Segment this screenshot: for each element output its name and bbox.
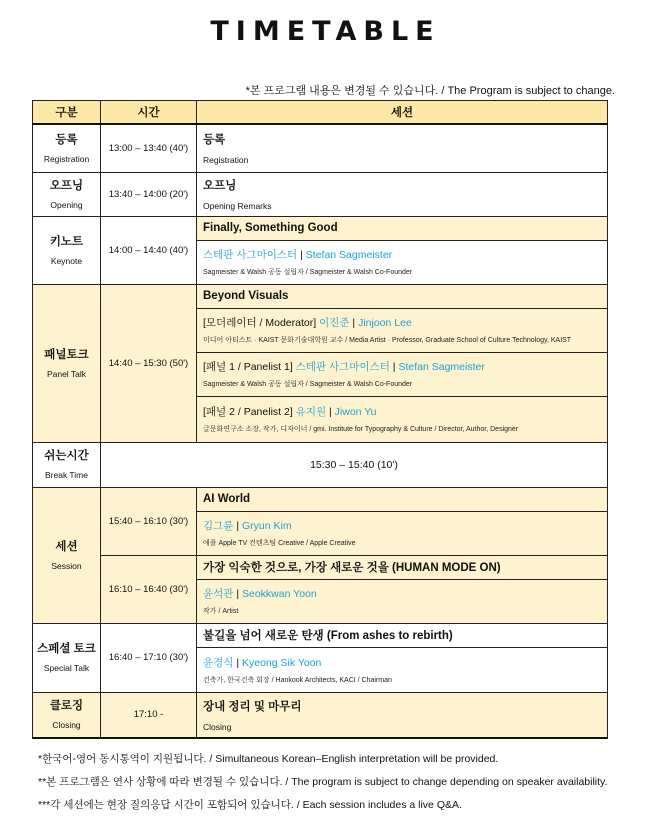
speaker-name-en: Jiwon Yu xyxy=(334,406,377,418)
category-ko: 오프닝 xyxy=(49,179,84,192)
speaker-affiliation: Sagmeister & Walsh 공동 설립자 / Sagmeister & Walsh Co-Founder xyxy=(203,269,413,276)
break-time: 15:30 – 15:40 (10') xyxy=(101,442,608,487)
session-title: Beyond Visuals xyxy=(203,290,289,302)
speaker-name-en: Seokkwan Yoon xyxy=(242,588,317,600)
speaker-line xyxy=(203,315,601,330)
category-en: Opening xyxy=(50,199,83,210)
category-en: Keynote xyxy=(50,255,83,266)
header-category: 구분 xyxy=(33,101,101,125)
table-row-closing xyxy=(33,692,608,738)
session-subtitle: Registration xyxy=(203,155,249,166)
name-separator: | xyxy=(233,588,242,600)
speaker-name-ko: 스테판 사그마이스터 xyxy=(203,249,298,261)
time-cell: 13:40 – 14:00 (20') xyxy=(101,172,197,216)
name-separator: | xyxy=(297,249,306,261)
header-session: 세션 xyxy=(197,101,608,125)
category-en: Closing xyxy=(52,720,81,731)
speaker-line xyxy=(203,518,601,533)
category-en: Session xyxy=(51,560,82,571)
speaker-name-ko: 윤경식 xyxy=(203,656,234,669)
speaker-affiliation: 미디어 아티스트 · KAIST 문화기술대학원 교수 / Media Artist · Professor, Graduate School of Culture Technology, KAIST xyxy=(203,337,572,344)
table-header-row xyxy=(33,101,608,125)
footnote-1: *한국어-영어 동시통역이 지원됩니다. / Simultaneous Korean–English interpretation will be provided. xyxy=(38,753,499,765)
speaker-affiliation: 작가 / Artist xyxy=(203,608,239,615)
table-row-special xyxy=(33,623,608,647)
table-row-opening xyxy=(33,172,608,216)
table-row-session-2 xyxy=(33,555,608,579)
page-title: TIMETABLE xyxy=(210,16,441,47)
time-cell: 15:40 – 16:10 (30') xyxy=(101,487,197,555)
category-ko: 스페셜 토크 xyxy=(37,643,96,655)
speaker-name-ko: 유지원 xyxy=(295,406,327,418)
speaker-name-ko: 김그륜 xyxy=(203,520,234,532)
table-row-registration xyxy=(33,124,608,172)
name-separator: | xyxy=(349,317,359,329)
session-title: 오프닝 xyxy=(203,180,237,192)
speaker-line xyxy=(203,655,601,670)
speaker-name-en: Gryun Kim xyxy=(242,520,292,532)
time-cell: 16:40 – 17:10 (30') xyxy=(101,623,197,692)
timetable xyxy=(32,100,608,739)
speaker-name-ko: 윤석관 xyxy=(203,588,234,600)
table-row-keynote xyxy=(33,216,608,240)
speaker-name-en: Stefan Sagmeister xyxy=(398,361,485,373)
speaker-name-en: Stefan Sagmeister xyxy=(305,249,393,261)
footnote-2: **본 프로그램은 연사 상황에 따라 변경될 수 있습니다. / The program is subject to change depending on speaker availability. xyxy=(38,776,608,788)
speaker-role: [패널 1 / Panelist 1] xyxy=(203,361,293,373)
speaker-line xyxy=(203,359,601,374)
session-subtitle: Opening Remarks xyxy=(203,201,272,211)
speaker-role: [패널 2 / Panelist 2] xyxy=(203,406,293,418)
speaker-name-en: Jinjoon Lee xyxy=(358,317,412,329)
speaker-line xyxy=(203,586,601,601)
speaker-role: [모더레이터 / Moderator] xyxy=(203,317,317,329)
speaker-affiliation: 애플 Apple TV 컨텐츠팀 Creative / Apple Creative xyxy=(203,540,356,547)
header-time: 시간 xyxy=(101,101,197,125)
session-title: 불길을 넘어 새로운 탄생 (From ashes to rebirth) xyxy=(203,630,453,642)
speaker-line xyxy=(203,247,601,262)
session-title: 장내 정리 및 마무리 xyxy=(203,700,302,713)
category-ko: 쉬는시간 xyxy=(44,450,89,462)
category-ko: 세션 xyxy=(55,540,78,553)
speaker-affiliation: 건축가, 한국건축 회장 / Hankook Architects, KACI / Chairman xyxy=(203,676,392,684)
category-ko: 등록 xyxy=(55,133,78,146)
time-cell: 14:00 – 14:40 (40') xyxy=(101,216,197,284)
session-title: AI World xyxy=(203,493,251,505)
change-notice: *본 프로그램 내용은 변경될 수 있습니다. / The Program is subject to change. xyxy=(245,85,615,97)
time-cell: 13:00 – 13:40 (40') xyxy=(101,124,197,172)
category-en: Break Time xyxy=(45,470,88,480)
category-ko: 키노트 xyxy=(49,235,84,248)
time-cell: 17:10 - xyxy=(101,692,197,738)
category-en: Panel Talk xyxy=(46,368,87,379)
category-ko: 패널토크 xyxy=(44,348,89,361)
table-row-break xyxy=(33,442,608,487)
category-ko: 클로징 xyxy=(49,700,84,713)
name-separator: | xyxy=(326,406,335,418)
name-separator: | xyxy=(233,656,242,669)
footnote-3: ***각 세션에는 현장 질의응답 시간이 포함되어 있습니다. / Each session includes a live Q&A. xyxy=(38,799,462,811)
session-subtitle: Closing xyxy=(203,721,232,732)
speaker-affiliation: 글문화연구소 소장, 작가, 디자이너 / gmi. Institute for Typography & Culture / Director, Author, Designer xyxy=(203,426,519,433)
speaker-name-en: Kyeong Sik Yoon xyxy=(242,656,322,669)
name-separator: | xyxy=(389,361,399,373)
speaker-line xyxy=(203,404,601,419)
speaker-affiliation: Sagmeister & Walsh 공동 설립자 / Sagmeister & Walsh Co-Founder xyxy=(203,381,413,388)
category-en: Special Talk xyxy=(43,663,90,673)
speaker-name-ko: 스테판 사그마이스터 xyxy=(295,361,390,373)
table-row-session-1 xyxy=(33,487,608,511)
speaker-name-ko: 이진준 xyxy=(319,317,350,329)
time-cell: 16:10 – 16:40 (30') xyxy=(101,555,197,623)
category-en: Registration xyxy=(43,153,90,164)
session-title: Finally, Something Good xyxy=(203,222,338,234)
table-row-panel xyxy=(33,284,608,308)
name-separator: | xyxy=(233,520,242,532)
session-title: 가장 익숙한 것으로, 가장 새로운 것을 (HUMAN MODE ON) xyxy=(203,562,501,574)
session-title: 등록 xyxy=(203,134,226,147)
time-cell: 14:40 – 15:30 (50') xyxy=(101,284,197,442)
